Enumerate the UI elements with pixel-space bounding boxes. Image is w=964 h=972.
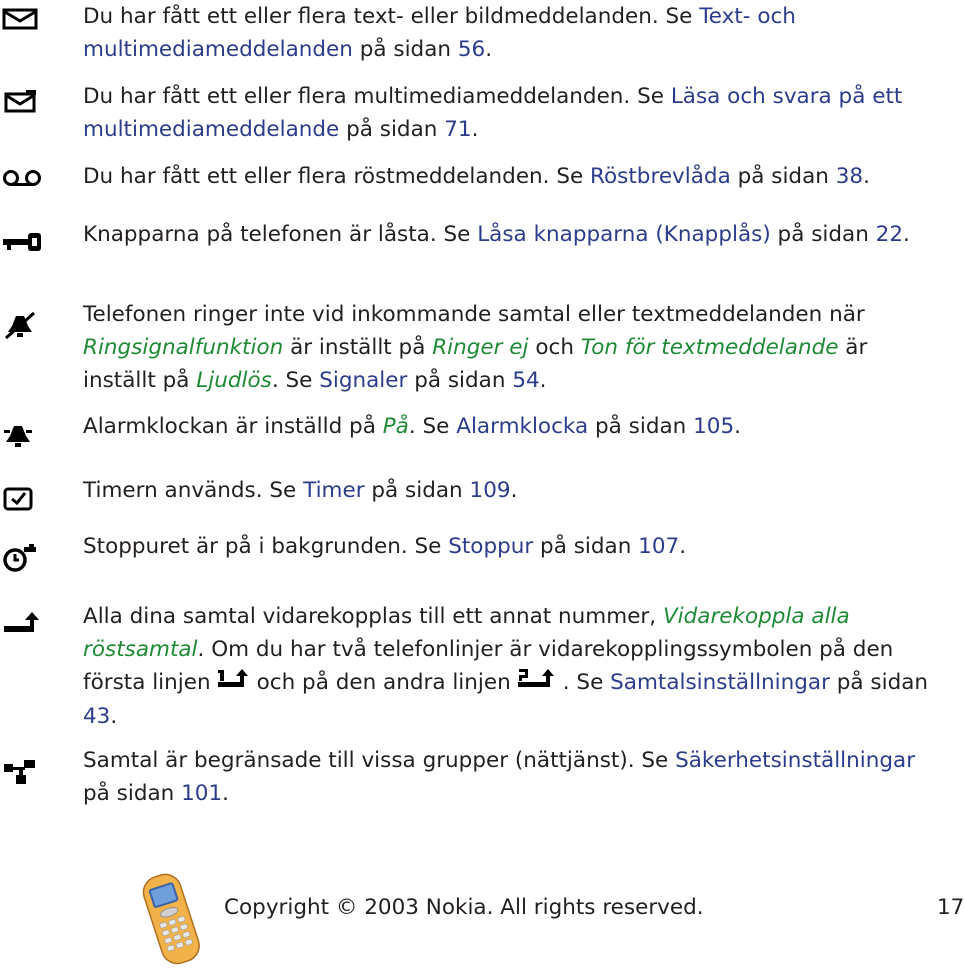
- cross-reference-link[interactable]: 22: [875, 222, 904, 247]
- cross-reference-link[interactable]: 38: [835, 164, 864, 189]
- body-text: på sidan: [352, 37, 458, 62]
- indicator-description: [83, 600, 943, 733]
- cross-reference-link[interactable]: Alarmklocka: [456, 414, 589, 439]
- body-text: .: [679, 534, 687, 559]
- body-text: . Se: [408, 414, 457, 439]
- cross-reference-link[interactable]: 56: [457, 37, 486, 62]
- body-text: Stoppuret är på i bakgrunden. Se: [83, 534, 449, 559]
- body-text: .: [222, 781, 230, 806]
- call-divert-icon: [2, 612, 42, 640]
- body-text: på sidan: [588, 414, 694, 439]
- cross-reference-link[interactable]: 107: [638, 534, 680, 559]
- cross-reference-link[interactable]: Signaler: [319, 368, 408, 393]
- body-text: Timern används. Se: [83, 478, 304, 503]
- body-text: och på den andra linjen: [256, 670, 511, 695]
- body-text: Alarmklockan är inställd på: [83, 414, 383, 439]
- cross-reference-link[interactable]: Säkerhetsinställningar: [675, 748, 916, 773]
- menu-setting-term: Ljudlös: [196, 368, 272, 393]
- body-text: på sidan: [364, 478, 470, 503]
- menu-setting-term: Vidarekoppla alla röstsamtal: [83, 604, 850, 662]
- cross-reference-link[interactable]: 105: [693, 414, 735, 439]
- cross-reference-link[interactable]: Röstbrevlåda: [590, 164, 731, 189]
- body-text: .: [903, 222, 910, 247]
- body-text: på sidan: [770, 222, 876, 247]
- closed-user-group-icon: [2, 758, 42, 786]
- indicator-description: [83, 80, 943, 146]
- cross-reference-link[interactable]: Läsa och svara på ett multimediameddelande: [83, 84, 903, 142]
- body-text: . Se: [562, 670, 611, 695]
- cross-reference-link[interactable]: Text- och multimediameddelanden: [83, 4, 796, 62]
- cross-reference-link[interactable]: 101: [181, 781, 223, 806]
- cross-reference-link[interactable]: Låsa knapparna (Knapplås): [477, 222, 771, 247]
- indicator-description: [83, 218, 943, 251]
- divert-line1-icon: [217, 667, 251, 700]
- indicator-description: [83, 160, 943, 193]
- alarm-clock-icon: [2, 422, 42, 450]
- indicator-description: [83, 530, 943, 563]
- cross-reference-link[interactable]: 71: [444, 117, 472, 142]
- stopwatch-icon: [2, 543, 42, 571]
- divert-line2-icon: [517, 667, 557, 700]
- voicemail-icon: [2, 168, 42, 196]
- cross-reference-link[interactable]: Timer: [303, 478, 365, 503]
- body-text: på sidan: [339, 117, 445, 142]
- body-text: på sidan: [829, 670, 929, 695]
- body-text: på sidan: [83, 781, 182, 806]
- body-text: Du har fått ett eller flera multimediameddelanden. Se: [83, 84, 671, 109]
- menu-setting-term: På: [382, 414, 409, 439]
- indicator-description: [83, 744, 943, 810]
- cross-reference-link[interactable]: Stoppur: [448, 534, 534, 559]
- body-text: och: [528, 335, 581, 360]
- body-text: är inställt på: [83, 335, 868, 393]
- cross-reference-link[interactable]: Samtalsinställningar: [610, 670, 830, 695]
- page-number: 17: [937, 895, 964, 920]
- body-text: .: [471, 117, 479, 142]
- body-text: .: [863, 164, 870, 189]
- body-text: Du har fått ett eller flera text- eller bildmeddelanden. Se: [83, 4, 700, 29]
- body-text: på sidan: [730, 164, 836, 189]
- body-text: Knapparna på telefonen är låsta. Se: [83, 222, 478, 247]
- body-text: .: [110, 703, 118, 729]
- body-text: .: [510, 478, 518, 503]
- body-text: .: [485, 37, 493, 62]
- indicator-description: [83, 410, 943, 443]
- keyguard-icon: [2, 230, 42, 258]
- body-text: .: [539, 368, 547, 393]
- menu-setting-term: Ringsignalfunktion: [83, 335, 284, 360]
- silent-icon: [2, 310, 42, 338]
- message-icon: [2, 8, 42, 36]
- page-footer: [0, 860, 964, 967]
- cross-reference-link[interactable]: 43: [83, 703, 111, 729]
- menu-setting-term: Ringer ej: [432, 335, 529, 360]
- indicator-description: [83, 474, 943, 507]
- indicator-description: [83, 0, 943, 66]
- cross-reference-link[interactable]: 54: [512, 368, 540, 393]
- body-text: är inställt på: [283, 335, 433, 360]
- indicator-description: [83, 298, 943, 397]
- body-text: .: [734, 414, 742, 439]
- body-text: Alla dina samtal vidarekopplas till ett annat nummer,: [83, 604, 663, 629]
- body-text: Du har fått ett eller flera röstmeddelanden. Se: [83, 164, 591, 189]
- nokia-phone-image: [138, 868, 204, 972]
- body-text: på sidan: [533, 534, 639, 559]
- body-text: . Om du har två telefonlinjer är vidarekopplingssymbolen på den första linjen: [83, 637, 894, 695]
- copyright-text: Copyright © 2003 Nokia. All rights reserved.: [224, 895, 704, 920]
- body-text: Samtal är begränsade till vissa grupper (nättjänst). Se: [83, 748, 676, 773]
- body-text: . Se: [271, 368, 320, 393]
- cross-reference-link[interactable]: 109: [469, 478, 511, 503]
- multimedia-message-icon: [2, 90, 42, 118]
- timer-icon: [2, 485, 42, 513]
- body-text: Telefonen ringer inte vid inkommande samtal eller textmeddelanden när: [83, 302, 865, 327]
- body-text: på sidan: [407, 368, 513, 393]
- menu-setting-term: Ton för textmeddelande: [580, 335, 839, 360]
